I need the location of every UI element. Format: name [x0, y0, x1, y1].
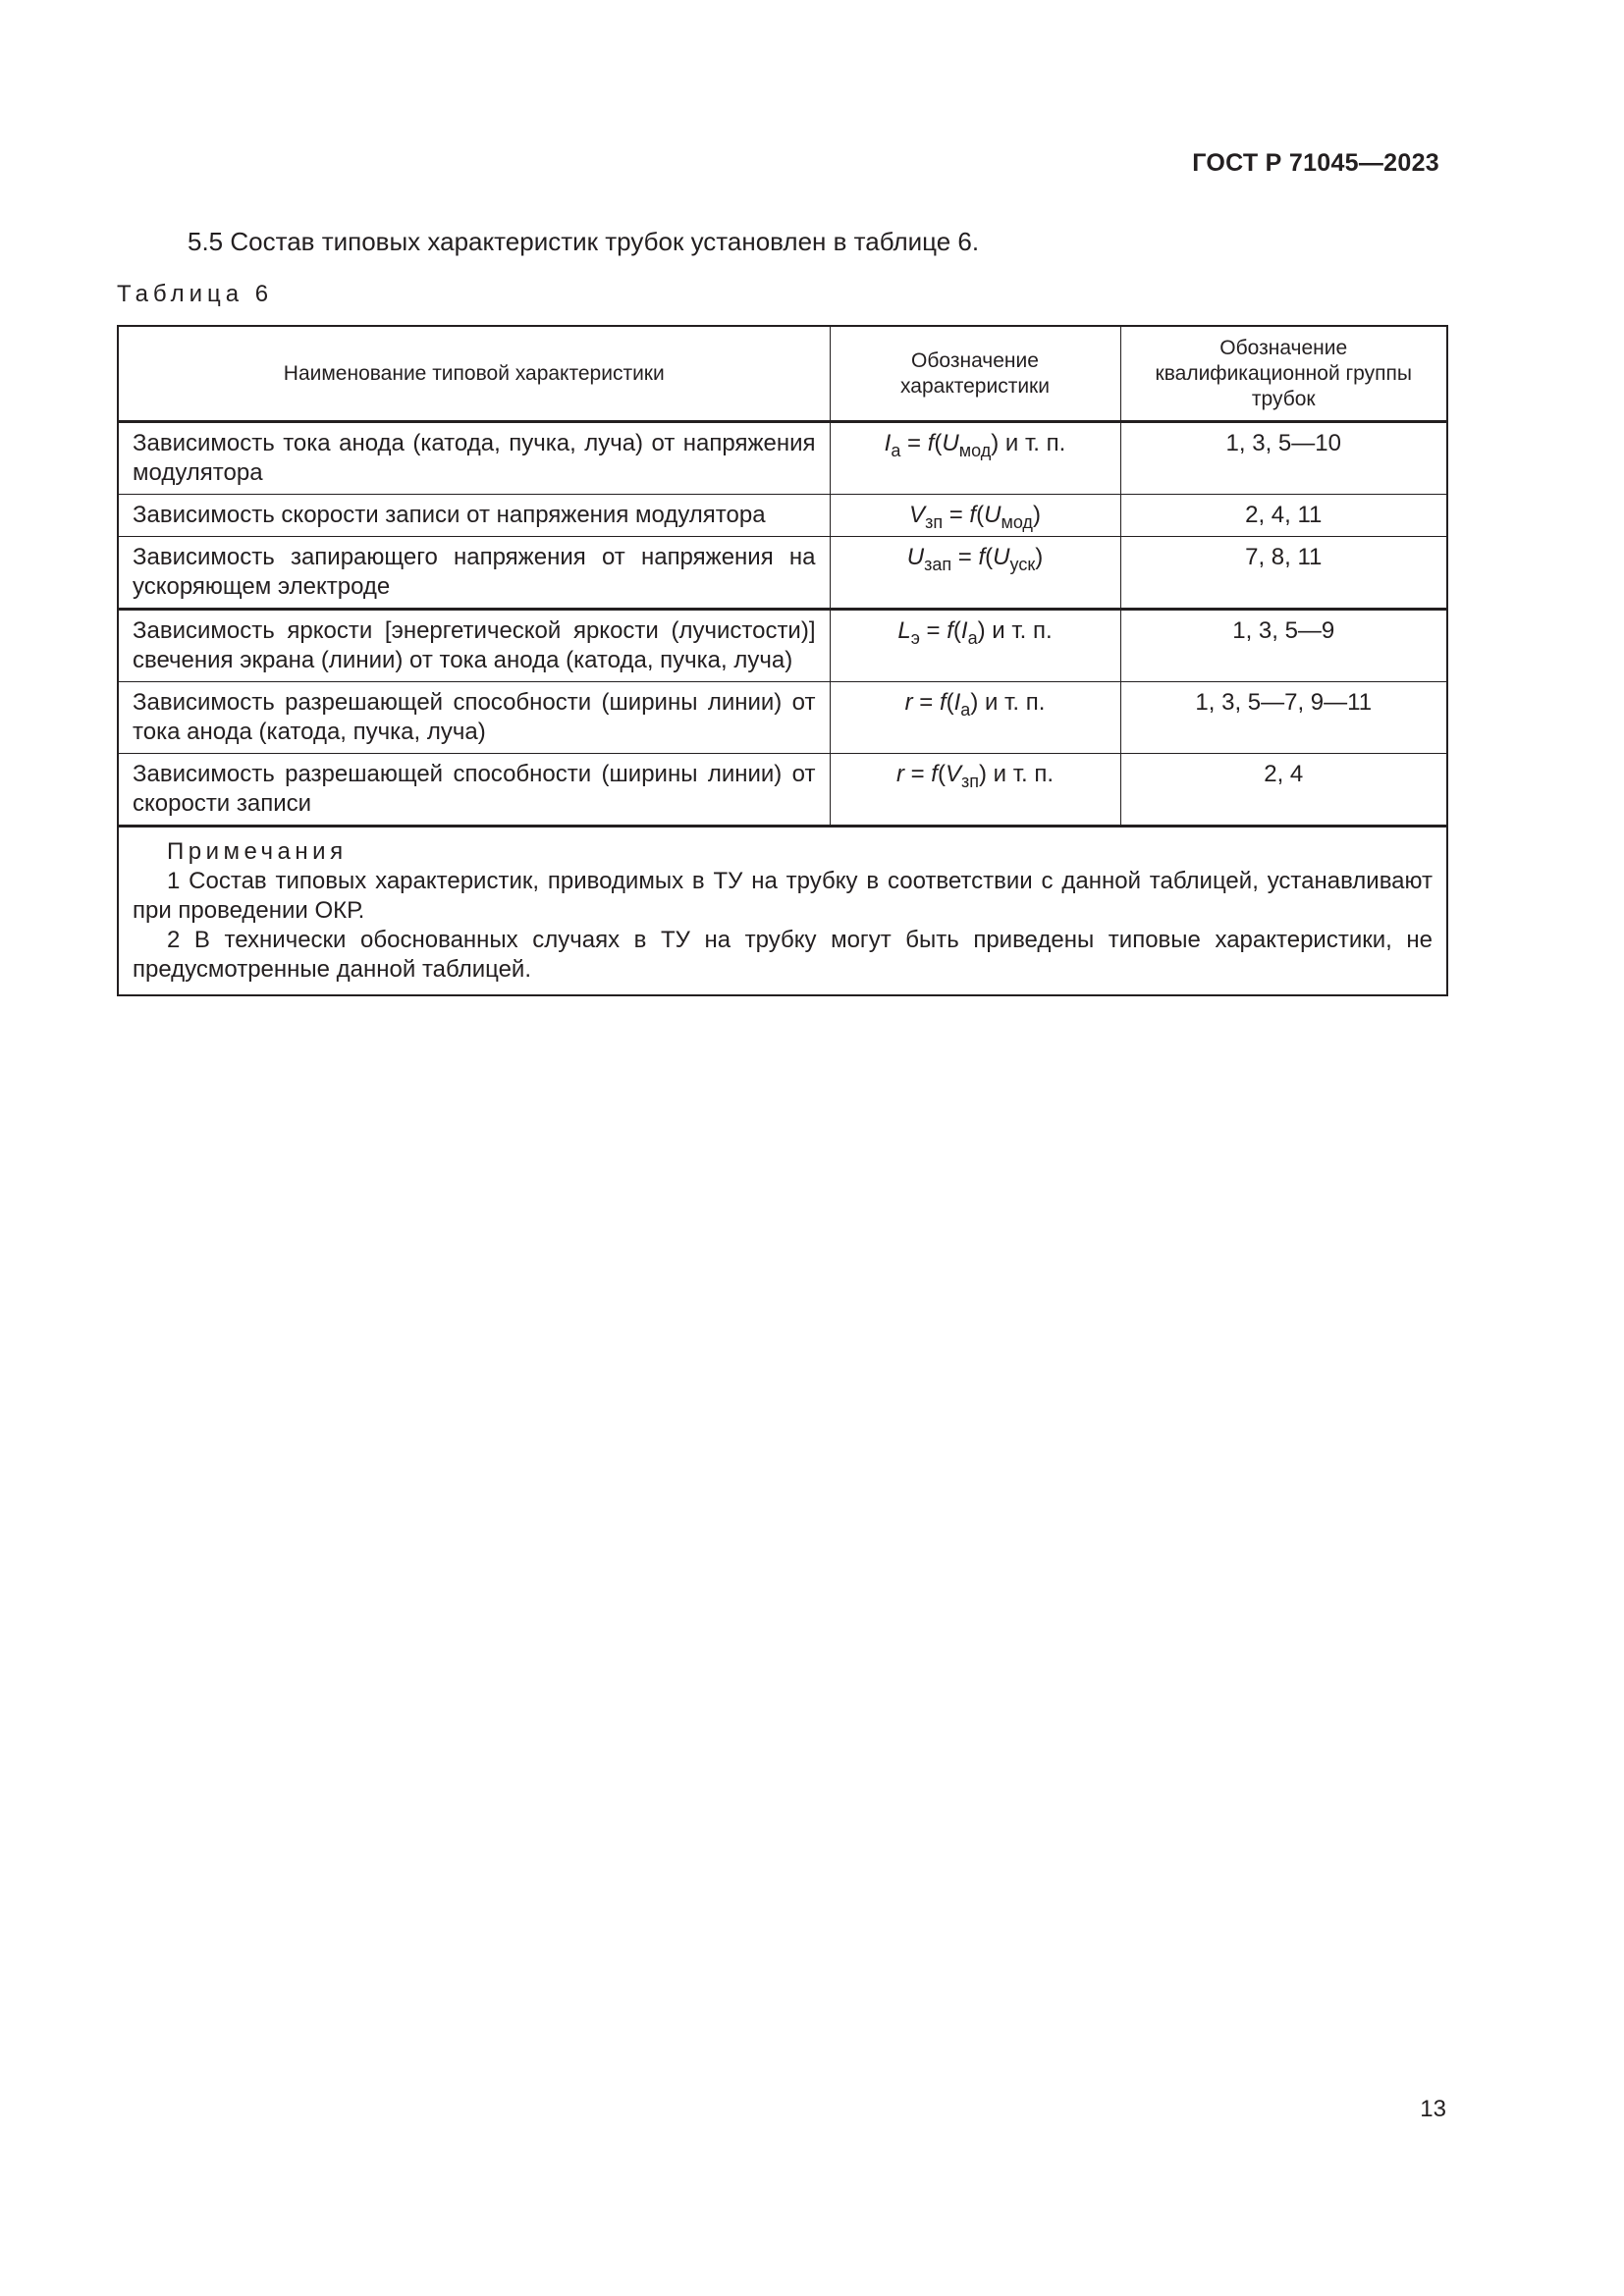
- header-characteristic-name: Наименование типовой характеристики: [118, 326, 830, 422]
- qualification-group-cell: 7, 8, 11: [1120, 537, 1447, 610]
- symbol-subscript: зап: [924, 555, 952, 574]
- symbol-argument: U: [984, 502, 1001, 528]
- symbol-equals: =: [943, 502, 970, 528]
- symbol-paren-close: ): [977, 617, 986, 644]
- table-row: [118, 495, 1447, 537]
- table-row: [118, 537, 1447, 610]
- symbol-paren-open: (: [976, 502, 985, 528]
- characteristic-name-cell: Зависимость разрешающей способности (ширины линии) от тока анода (катода, пучка, луча): [118, 682, 830, 754]
- symbol-argument-subscript: мод: [958, 441, 992, 460]
- characteristic-symbol-cell: [830, 754, 1120, 827]
- symbol-paren-open: (: [937, 761, 946, 787]
- symbol-paren-close: ): [970, 689, 979, 716]
- characteristic-name-cell: Зависимость скорости записи от напряжения модулятора: [118, 495, 830, 537]
- symbol-argument-subscript: мод: [1001, 512, 1033, 532]
- symbol-argument: U: [942, 430, 959, 456]
- symbol-subscript: зп: [925, 512, 944, 532]
- qualification-group-cell: 1, 3, 5—10: [1120, 422, 1447, 495]
- qualification-group-cell: 2, 4: [1120, 754, 1447, 827]
- symbol-subscript: а: [891, 441, 901, 460]
- notes-row: [118, 827, 1447, 996]
- symbol-paren-open: (: [934, 430, 943, 456]
- symbol-variable: U: [906, 544, 925, 570]
- symbol-equals: =: [900, 430, 928, 456]
- symbol-argument-subscript: а: [967, 628, 978, 648]
- symbol-paren-open: (: [952, 617, 961, 644]
- page-number: 13: [1420, 2096, 1446, 2122]
- symbol-function: f: [978, 544, 986, 570]
- qualification-group-cell: 1, 3, 5—7, 9—11: [1120, 682, 1447, 754]
- symbol-variable: r: [904, 689, 913, 716]
- header-characteristic-symbol: Обозначение характеристики: [830, 326, 1120, 422]
- characteristic-name-cell: Зависимость запирающего напряжения от напряжения на ускоряющем электроде: [118, 537, 830, 610]
- characteristic-symbol-cell: [830, 682, 1120, 754]
- symbol-function: f: [931, 761, 938, 787]
- symbol-function: f: [947, 617, 953, 644]
- characteristic-name-cell: Зависимость разрешающей способности (ширины линии) от скорости записи: [118, 754, 830, 827]
- symbol-paren-close: ): [978, 761, 987, 787]
- symbol-tail: и т. п.: [999, 430, 1066, 456]
- note-item: 2 В технически обоснованных случаях в ТУ на трубку могут быть приведены типовые характеристики, не предусмотренные данной таблицей.: [133, 927, 1433, 983]
- symbol-argument: V: [945, 761, 961, 787]
- characteristic-name-cell: Зависимость яркости [энергетической яркости (лучистости)] свечения экрана (линии) от тока анода (катода, пучка, луча): [118, 610, 830, 682]
- table-row: [118, 610, 1447, 682]
- document-code: ГОСТ Р 71045—2023: [1192, 149, 1439, 177]
- section-paragraph: 5.5 Состав типовых характеристик трубок установлен в таблице 6.: [188, 227, 980, 256]
- symbol-argument-subscript: уск: [1009, 555, 1036, 574]
- symbol-equals: =: [919, 617, 947, 644]
- symbol-function: f: [969, 502, 977, 528]
- notes-title: Примечания: [167, 838, 348, 865]
- table-header-row: [118, 326, 1447, 422]
- table-body: [118, 422, 1447, 996]
- symbol-paren-close: ): [1035, 544, 1044, 570]
- symbol-variable: r: [895, 761, 904, 787]
- header-qualification-group: Обозначение квалификационной группы трубок: [1120, 326, 1447, 422]
- symbol-argument: U: [993, 544, 1010, 570]
- table-row: [118, 682, 1447, 754]
- symbol-tail: и т. п.: [986, 761, 1055, 787]
- notes-cell: [118, 827, 1447, 996]
- characteristic-symbol-cell: [830, 422, 1120, 495]
- symbol-paren-close: ): [1032, 502, 1041, 528]
- characteristic-symbol-cell: [830, 610, 1120, 682]
- symbol-argument-subscript: зп: [960, 772, 979, 791]
- symbol-paren-open: (: [985, 544, 994, 570]
- symbol-paren-open: (: [946, 689, 954, 716]
- symbol-equals: =: [951, 544, 979, 570]
- symbol-paren-close: ): [991, 430, 1000, 456]
- symbol-subscript: э: [910, 628, 920, 648]
- symbol-argument: I: [953, 689, 961, 716]
- qualification-group-cell: 1, 3, 5—9: [1120, 610, 1447, 682]
- characteristic-symbol-cell: [830, 495, 1120, 537]
- symbol-tail: и т. п.: [978, 689, 1046, 716]
- table-row: [118, 422, 1447, 495]
- symbol-argument-subscript: а: [960, 700, 971, 720]
- symbol-tail: и т. п.: [985, 617, 1053, 644]
- symbol-variable: L: [897, 617, 911, 644]
- table-row: [118, 754, 1447, 827]
- table-caption: Таблица 6: [117, 281, 274, 307]
- characteristic-symbol-cell: [830, 537, 1120, 610]
- symbol-argument: I: [960, 617, 968, 644]
- symbol-function: f: [939, 689, 947, 716]
- characteristic-name-cell: Зависимость тока анода (катода, пучка, луча) от напряжения модулятора: [118, 422, 830, 495]
- symbol-variable: I: [884, 430, 892, 456]
- symbol-equals: =: [903, 761, 932, 787]
- qualification-group-cell: 2, 4, 11: [1120, 495, 1447, 537]
- table-container: [117, 325, 1446, 996]
- symbol-variable: V: [909, 502, 926, 528]
- characteristics-table: [117, 325, 1448, 996]
- symbol-function: f: [927, 430, 935, 456]
- symbol-equals: =: [912, 689, 940, 716]
- note-item: 1 Состав типовых характеристик, приводимых в ТУ на трубку в соответствии с данной таблицей, устанавливают при проведении ОКР.: [133, 868, 1433, 924]
